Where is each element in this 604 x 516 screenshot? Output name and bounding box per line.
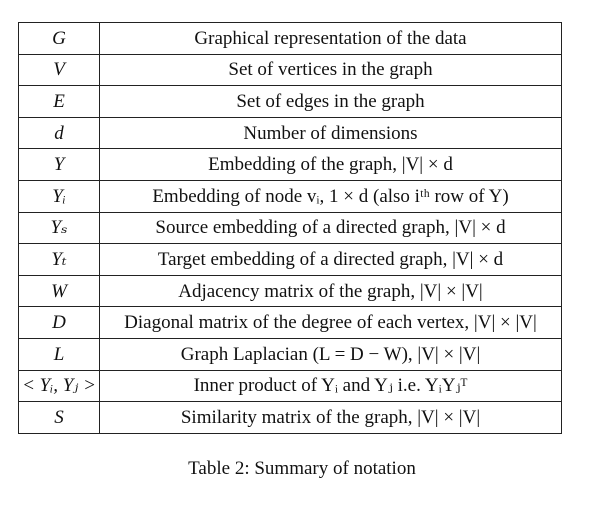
table-caption: Table 2: Summary of notation [188, 458, 416, 479]
meaning-cell: Graph Laplacian (L = D − W), |V| × |V| [100, 338, 562, 370]
symbol-cell: G [19, 23, 100, 55]
meaning-cell: Source embedding of a directed graph, |V| × d [100, 212, 562, 244]
meaning-cell: Similarity matrix of the graph, |V| × |V| [100, 402, 562, 434]
table-row [19, 54, 562, 86]
symbol-cell: D [19, 307, 100, 339]
table-row [19, 402, 562, 434]
meaning-cell: Graphical representation of the data [100, 23, 562, 55]
meaning-cell: Embedding of the graph, |V| × d [100, 149, 562, 181]
meaning-cell: Target embedding of a directed graph, |V| × d [100, 244, 562, 276]
meaning-cell: Set of edges in the graph [100, 86, 562, 118]
meaning-cell: Set of vertices in the graph [100, 54, 562, 86]
table-row [19, 212, 562, 244]
symbol-cell: S [19, 402, 100, 434]
symbol-cell: W [19, 275, 100, 307]
meaning-cell: Diagonal matrix of the degree of each vertex, |V| × |V| [100, 307, 562, 339]
meaning-cell: Number of dimensions [100, 117, 562, 149]
meaning-cell: Adjacency matrix of the graph, |V| × |V| [100, 275, 562, 307]
notation-table [18, 22, 562, 434]
meaning-cell: Embedding of node vᵢ, 1 × d (also iᵗʰ row of Y) [100, 180, 562, 212]
symbol-cell: V [19, 54, 100, 86]
table-row [19, 275, 562, 307]
symbol-cell: L [19, 338, 100, 370]
symbol-cell: d [19, 117, 100, 149]
symbol-cell: E [19, 86, 100, 118]
symbol-cell: Yᵢ [19, 180, 100, 212]
table-row [19, 244, 562, 276]
table-row [19, 149, 562, 181]
symbol-cell: Y [19, 149, 100, 181]
table-row [19, 338, 562, 370]
table-row [19, 117, 562, 149]
symbol-cell: < Yᵢ, Yⱼ > [19, 370, 100, 402]
table-row [19, 370, 562, 402]
meaning-cell: Inner product of Yᵢ and Yⱼ i.e. YᵢYⱼᵀ [100, 370, 562, 402]
symbol-cell: Yₜ [19, 244, 100, 276]
table-row [19, 307, 562, 339]
table-row [19, 23, 562, 55]
symbol-cell: Yₛ [19, 212, 100, 244]
table-row [19, 180, 562, 212]
table-row [19, 86, 562, 118]
